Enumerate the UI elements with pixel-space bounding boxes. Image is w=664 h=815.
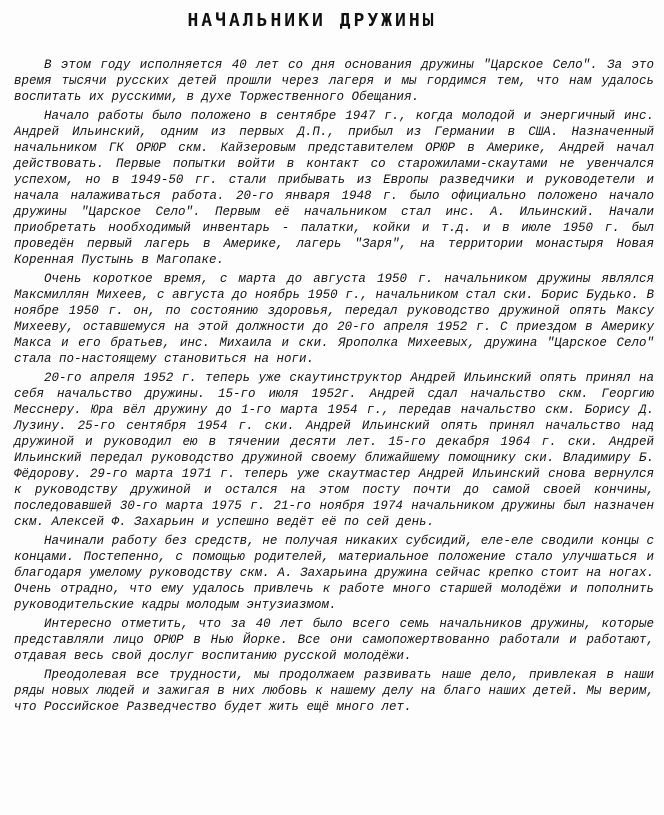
page-title bbox=[0, 10, 664, 31]
title-text: НАЧАЛЬНИКИ ДРУЖИНЫ bbox=[187, 10, 437, 31]
article-body bbox=[14, 57, 654, 718]
paragraph-leadership-history: 20-го апреля 1952 г. теперь уже скаутинструктор Андрей Ильинский опять принял на себя начальство дружины. 15-го июля 1952г. Андрей сдал начальство скм. Георгию Месснеру. Юра вёл дружину до 1-го марта 1954 г., передав начальство скм. Борису Д. Лузину. 25-го сентября 1954 г. ски. Андрей Ильинский опять принял начальство над дружиной и руководил ею в тячении десяти лет. 15-го декабря 1964 г. ски. Андрей Ильинский передал руководство дружиной своему ближайшему помощнику ски. Владимиру Б. Фёдорову. 29-го марта 1971 г. теперь уже скаутмастер Андрей Ильинский снова вернулся к руководству дружиной и остался на этом посту почти до самой своей кончины, последовавшей 30-го марта 1975 г. 21-го ноября 1974 начальником дружины был назначен скм. Алексей Ф. Захарьин и успешно ведёт её по сей день. bbox=[14, 371, 654, 529]
paragraph-finances: Начинали работу без средств, не получая никаких субсидий, еле-еле сводили концы с концами. Постепенно, с помощью родителей, материальное положение стало улучшаться и благодаря умелому руководству скм. А. Захарьина дружина сейчас крепко стоит на ногах. Очень отрадно, что ему удалось привлечь к работе много старшей молодёжи и пополнить руководительские кадры молодым энтузиазмом. bbox=[14, 534, 654, 612]
paragraph-founding: Начало работы было положено в сентябре 1947 г., когда молодой и энергичный инс. Андрей Ильинский, одним из первых Д.П., прибыл из Германии в США. Назначенный начальником ГК ОРЮР скм. Кайзеровым представителем ОРЮР в Америке, Андрей начал действовать. Первые попытки войти в контакт со старожилами-скаутами не увенчался успехом, но в 1949-50 гг. стали прибывать из Европы разведчики и руководетели и начала налаживаться работа. 20-го января 1948 г. было официально положено начало дружины "Царское Село". Первым её начальником стал инс. А. Ильинский. Начали приобретать нообходимый инвентарь - палатки, койки и т.д. и в июле 1950 г. был проведён первый лагерь в Америке, лагерь "Заря", на территории монастыря Новая Коренная Пустынь в Магопаке. bbox=[14, 109, 654, 267]
paragraph-intro: В этом году исполняется 40 лет со дня основания дружины "Царское Село". За это время тысячи русских детей прошли через лагеря и мы гордимся тем, что нам удалось воспитать их русскими, в духе Торжественного Обещания. bbox=[14, 58, 654, 104]
paragraph-closing: Преодолевая все трудности, мы продолжаем развивать наше дело, привлекая в наши ряды новых людей и зажигая в них любовь к нашему делу на благо наших детей. Мы верим, что Российское Разведчество будет жить ещё много лет. bbox=[14, 668, 654, 714]
paragraph-seven-leaders: Интересно отметить, что за 40 лет было всего семь начальников дружины, которые представляли лицо ОРЮР в Нью Йорке. Все они самопожертвованно работали и работают, отдавая весь свой доcлуг воспитанию русской молодёжи. bbox=[14, 617, 654, 663]
paragraph-early-leaders: Очень короткое время, с марта до августа 1950 г. начальником дружины являлся Максмиллян Михеев, с августа до ноябрь 1950 г., начальником стал ски. Борис Будько. В ноябре 1950 г. он, по состоянию здоровья, передал руководство дружиной опять Максу Михееву, оставшемуся на этой должности до 20-го апреля 1952 г. С приездом в Америку Макса и его братьев, инс. Михаила и ски. Ярополка Михеевых, дружина "Царское Село" стала по-настоящему становиться на ноги. bbox=[14, 272, 654, 366]
